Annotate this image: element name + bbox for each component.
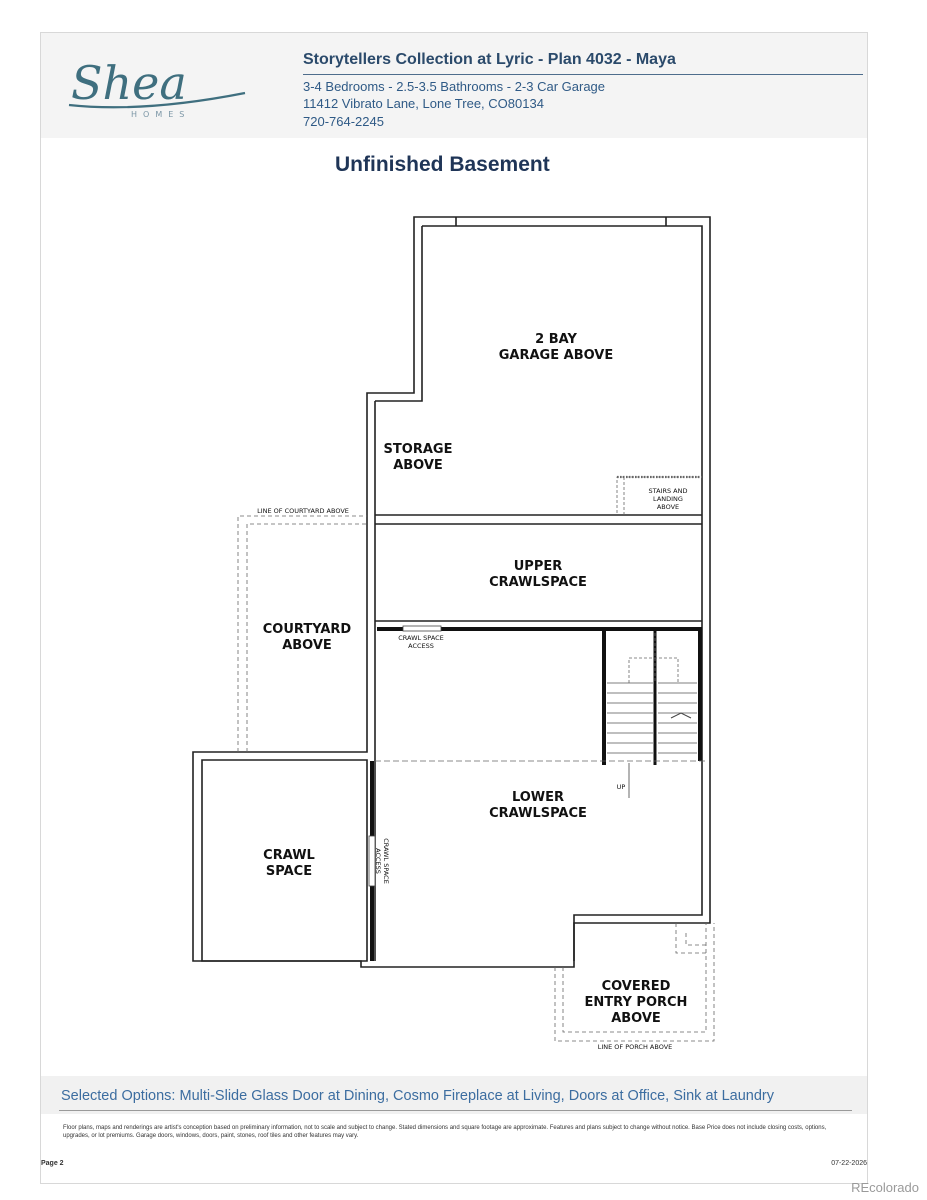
- page-number: Page 2: [41, 1160, 64, 1167]
- label-up: UP: [616, 783, 626, 791]
- label-garage-line2: GARAGE ABOVE: [498, 348, 614, 363]
- label-stairs-line2: LANDING: [653, 495, 683, 503]
- watermark: REcolorado: [851, 1180, 919, 1195]
- floor-plan: [41, 33, 867, 1073]
- floor-title: Unfinished Basement: [335, 153, 550, 176]
- label-crawl-line1: CRAWL: [263, 848, 315, 863]
- phone: 720-764-2245: [303, 114, 384, 129]
- label-crawl-access-side: [374, 838, 390, 884]
- label-crawl-access-side-line1: CRAWL SPACE: [382, 838, 390, 884]
- print-date: 07-22-2026: [831, 1160, 867, 1167]
- stairs: [607, 683, 697, 753]
- options-divider: [59, 1110, 852, 1111]
- label-lower-crawl-line2: CRAWLSPACE: [489, 806, 587, 821]
- crawl-access-hatch-top: [403, 626, 441, 631]
- flyer-sheet: [40, 32, 868, 1184]
- label-porch-line1: COVERED: [601, 979, 671, 994]
- label-storage-line1: STORAGE: [383, 442, 453, 457]
- label-courtyard-line: LINE OF COURTYARD ABOVE: [257, 507, 349, 515]
- label-stairs-line1: STAIRS AND: [648, 487, 688, 495]
- label-upper-crawl-line2: CRAWLSPACE: [489, 575, 587, 590]
- logo-subtext: HOMES: [131, 110, 191, 119]
- plan-specs: 3-4 Bedrooms - 2.5-3.5 Bathrooms - 2-3 Car Garage: [303, 79, 606, 94]
- label-courtyard-line2: ABOVE: [282, 638, 332, 653]
- label-garage-line1: 2 BAY: [535, 332, 577, 347]
- community-plan-title: Storytellers Collection at Lyric - Plan 4032 - Maya: [303, 51, 676, 68]
- selected-options: Selected Options: Multi-Slide Glass Door at Dining, Cosmo Fireplace at Living, Doors at Office, Sink at Laundry: [61, 1088, 774, 1104]
- address: 11412 Vibrato Lane, Lone Tree, CO80134: [303, 96, 544, 111]
- label-crawl-access-side-line2: ACCESS: [374, 848, 382, 874]
- label-crawl-line2: SPACE: [265, 864, 313, 879]
- label-crawl-access-top-line2: ACCESS: [408, 642, 434, 650]
- label-crawl-access-top-line1: CRAWL SPACE: [398, 634, 444, 642]
- stair-direction-arrow: [671, 713, 691, 718]
- disclaimer: Floor plans, maps and renderings are artist's conception based on preliminary information, not to scale and subject to change. Stated dimensions and square footage are approximate. Features and plans subject to change without notice. Base Price does not include closing costs, options, upgrades, or lot premiums. Garage doors, windows, doors, paint, stones, roof tiles and other features may vary.: [63, 1125, 827, 1139]
- label-storage-line2: ABOVE: [393, 458, 443, 473]
- label-stairs-line3: ABOVE: [656, 503, 680, 511]
- label-lower-crawl-line1: LOWER: [511, 790, 565, 805]
- label-porch-line: LINE OF PORCH ABOVE: [597, 1043, 673, 1051]
- label-upper-crawl-line1: UPPER: [513, 559, 563, 574]
- logo-text: Shea: [71, 56, 187, 110]
- label-porch-line2: ENTRY PORCH: [584, 995, 688, 1010]
- label-porch-line3: ABOVE: [611, 1011, 661, 1026]
- label-courtyard-line1: COURTYARD: [262, 622, 352, 637]
